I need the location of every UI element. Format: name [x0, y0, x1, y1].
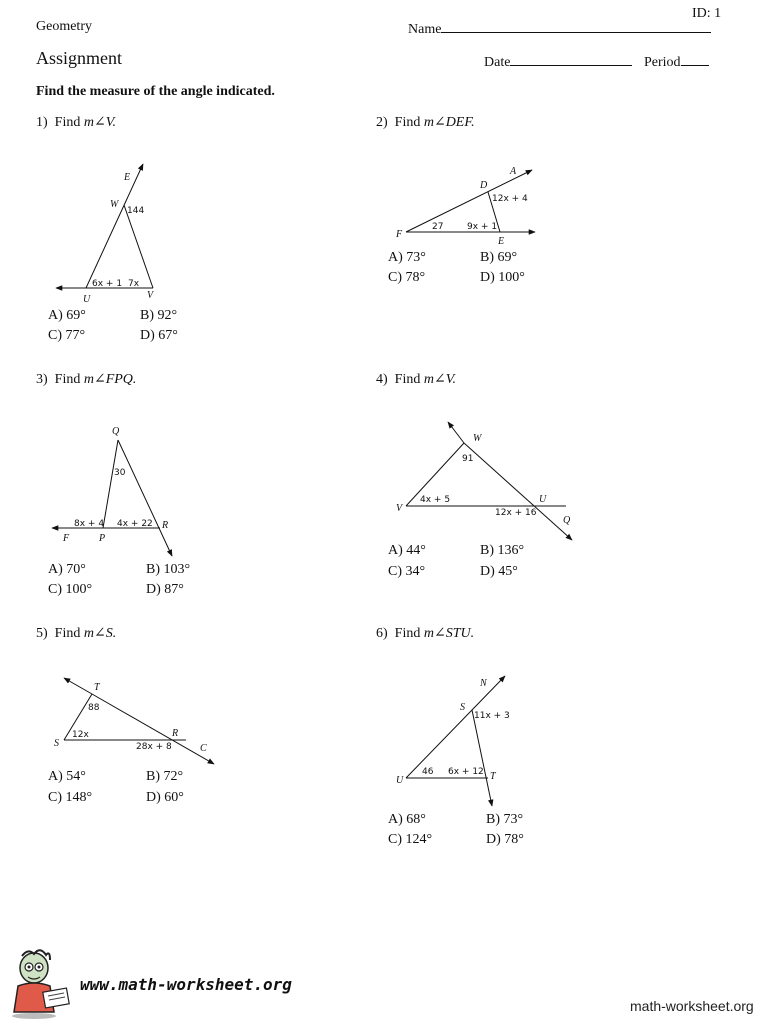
angle-label: 88 — [88, 703, 100, 713]
prompt-math: m∠FPQ. — [83, 372, 137, 387]
problem-number: 2) — [376, 115, 388, 130]
point-label-f: F — [396, 229, 403, 240]
angle-label: 12x + 4 — [492, 194, 528, 204]
ray-st — [472, 710, 492, 806]
angle-label: 9x + 1 — [467, 222, 498, 232]
point-label-r: R — [162, 520, 169, 531]
point-label-f: F — [63, 533, 70, 544]
ray-w-up — [448, 422, 464, 443]
angle-label: 8x + 4 — [74, 519, 105, 529]
problem-number: 5) — [36, 626, 48, 641]
point-label-r: R — [172, 728, 179, 739]
point-label-u: U — [396, 775, 404, 786]
point-label-e: E — [498, 236, 505, 247]
angle-label: 30 — [114, 468, 126, 478]
point-label-w: W — [473, 433, 482, 444]
angle-label: 4x + 5 — [420, 495, 451, 505]
choice-b[interactable]: B) 69° — [480, 250, 518, 265]
angle-label: 12x — [72, 730, 89, 740]
subject-label: Geometry — [36, 19, 92, 34]
choice-d[interactable]: D) 60° — [146, 790, 184, 805]
prompt-prefix: Find — [54, 115, 81, 130]
choice-d[interactable]: D) 45° — [480, 564, 518, 579]
choice-d[interactable]: D) 100° — [480, 270, 525, 285]
choice-d[interactable]: D) 67° — [140, 328, 178, 343]
point-label-v: V — [396, 503, 403, 514]
ray-un — [406, 676, 505, 778]
problem-number: 6) — [376, 626, 388, 641]
problem-number: 1) — [36, 115, 48, 130]
prompt-math: m∠DEF. — [423, 115, 475, 130]
angle-label: 91 — [462, 454, 474, 464]
choice-a[interactable]: A) 73° — [388, 250, 426, 265]
prompt-math: m∠STU. — [423, 626, 475, 641]
choice-b[interactable]: B) 73° — [486, 812, 524, 827]
point-label-d: D — [480, 180, 488, 191]
point-label-a: A — [510, 166, 517, 177]
choice-c[interactable]: C) 124° — [388, 832, 433, 847]
angle-label: 6x + 1 — [92, 279, 123, 289]
prompt-math: m∠V. — [423, 372, 456, 387]
choice-c[interactable]: C) 34° — [388, 564, 426, 579]
date-label: Date — [484, 55, 511, 70]
choice-d[interactable]: D) 87° — [146, 582, 184, 597]
name-label: Name — [408, 22, 442, 37]
prompt-prefix: Find — [54, 626, 81, 641]
worksheet-id: ID: 1 — [692, 6, 722, 21]
problem-4-prompt — [376, 371, 456, 388]
point-label-e: E — [124, 172, 131, 183]
choice-d[interactable]: D) 78° — [486, 832, 524, 847]
choice-a[interactable]: A) 70° — [48, 562, 86, 577]
problem-6-prompt — [376, 625, 474, 642]
point-label-u: U — [83, 294, 91, 305]
choice-c[interactable]: C) 78° — [388, 270, 426, 285]
point-label-u: U — [539, 494, 547, 505]
choice-c[interactable]: C) 100° — [48, 582, 93, 597]
segment-qp — [103, 440, 118, 528]
angle-label: 144 — [127, 206, 145, 216]
angle-label: 6x + 12 — [448, 767, 484, 777]
point-label-s: S — [54, 738, 59, 749]
point-label-p: P — [99, 533, 106, 544]
prompt-prefix: Find — [394, 372, 421, 387]
ray-t-left — [64, 678, 92, 694]
prompt-prefix: Find — [394, 115, 421, 130]
point-label-t: T — [94, 682, 100, 693]
prompt-math: m∠S. — [83, 626, 117, 641]
angle-label: 46 — [422, 767, 434, 777]
point-label-n: N — [480, 678, 487, 689]
ray-wq — [464, 443, 572, 540]
angle-label: 27 — [432, 222, 444, 232]
choice-b[interactable]: B) 103° — [146, 562, 191, 577]
point-label-c: C — [200, 743, 207, 754]
footer-site[interactable]: math-worksheet.org — [630, 998, 754, 1014]
choice-a[interactable]: A) 68° — [388, 812, 426, 827]
problem-2-prompt — [376, 114, 475, 131]
point-label-t: T — [490, 771, 496, 782]
angle-label: 4x + 22 — [117, 519, 153, 529]
prompt-math: m∠V. — [83, 115, 116, 130]
choice-a[interactable]: A) 44° — [388, 543, 426, 558]
choice-b[interactable]: B) 92° — [140, 308, 178, 323]
footer-logo-url[interactable]: www.math-worksheet.org — [80, 975, 292, 994]
angle-label: 11x + 3 — [474, 711, 510, 721]
choice-b[interactable]: B) 72° — [146, 769, 184, 784]
choice-a[interactable]: A) 54° — [48, 769, 86, 784]
choice-a[interactable]: A) 69° — [48, 308, 86, 323]
choice-c[interactable]: C) 148° — [48, 790, 93, 805]
ray-tc — [92, 694, 214, 764]
angle-label: 12x + 16 — [495, 508, 537, 518]
point-label-q: Q — [563, 515, 571, 526]
point-label-w: W — [110, 199, 119, 210]
instructions: Find the measure of the angle indicated. — [36, 84, 275, 99]
choice-b[interactable]: B) 136° — [480, 543, 525, 558]
problem-3-prompt — [36, 371, 136, 388]
point-label-q: Q — [112, 426, 120, 437]
problem-number: 3) — [36, 372, 48, 387]
angle-label: 7x — [128, 279, 140, 289]
period-label: Period — [644, 55, 681, 70]
problem-5-prompt — [36, 625, 116, 642]
angle-label: 28x + 8 — [136, 742, 172, 752]
mascot-logo-icon — [4, 946, 78, 1020]
page-title: Assignment — [36, 48, 123, 68]
ray-qr — [118, 440, 172, 556]
segment-wv — [124, 205, 153, 288]
ray-ue — [86, 164, 143, 288]
point-label-s: S — [460, 702, 465, 713]
point-label-v: V — [147, 290, 154, 301]
prompt-prefix: Find — [54, 372, 81, 387]
choice-c[interactable]: C) 77° — [48, 328, 86, 343]
problem-number: 4) — [376, 372, 388, 387]
prompt-prefix: Find — [394, 626, 421, 641]
